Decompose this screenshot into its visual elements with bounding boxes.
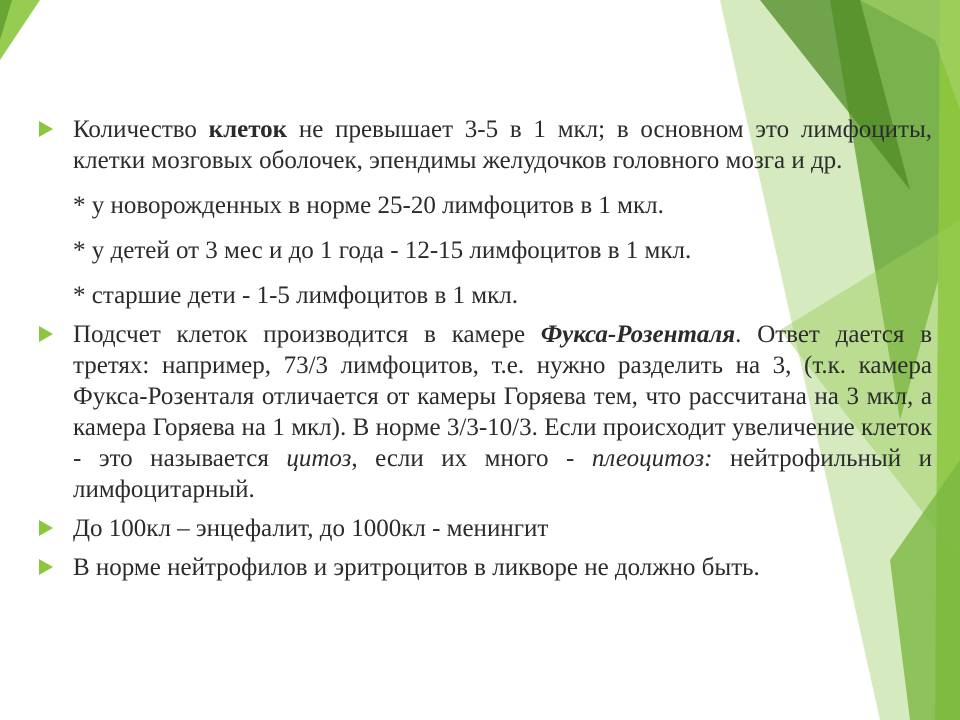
slide-content [36, 114, 932, 583]
sub-infants: * у детей от 3 мес и до 1 года - 12-15 лимфоцитов в 1 мкл. [73, 237, 692, 264]
triangle-bullet-icon [39, 121, 53, 137]
sub-newborns: * у новорожденных в норме 25-20 лимфоцитов в 1 мкл. [73, 192, 664, 219]
bullet2-chamber-name: Фукса-Розенталя [540, 321, 736, 348]
sub-older-children: * старшие дети - 1-5 лимфоцитов в 1 мкл. [73, 282, 518, 309]
bullet-cell-counting [36, 319, 932, 505]
bullet4-text: В норме нейтрофилов и эритроцитов в ликворе не должно быть. [73, 554, 760, 581]
bullet2-text-mid2: , если их много - [351, 445, 592, 472]
bullet1-text-pre: Количество [73, 116, 209, 143]
bullet1-text-post: не превышает 3-5 в 1 мкл; в основном это лимфоциты, клетки мозговых оболочек, эпендимы желудочков головного мозга и др. [73, 116, 932, 174]
bullet2-term-pleocytosis: плеоцитоз: [591, 445, 713, 472]
bullet-cells-count [36, 114, 932, 176]
triangle-bullet-icon [39, 559, 53, 575]
bullet-encephalitis-meningitis [36, 513, 932, 544]
bullet1-text-bold: клеток [208, 116, 288, 143]
bullet-neutrophils-erythrocytes [36, 552, 932, 583]
bullet2-text-post: нейтрофильный и лимфоцитарный. [73, 445, 932, 503]
bullet2-text-pre: Подсчет клеток производится в камере [73, 321, 541, 348]
bullet3-text: До 100кл – энцефалит, до 1000кл - менингит [73, 515, 549, 542]
bullet2-term-cytosis: цитоз [286, 445, 352, 472]
triangle-bullet-icon [39, 520, 53, 536]
triangle-bullet-icon [39, 326, 53, 342]
bullet2-text-mid: . Ответ дается в третях: например, 73/3 лимфоцитов, т.е. нужно разделить на 3, (т.к. камера Фукса-Розенталя отличается от камеры Горяева тем, что рассчитана на 3 мкл, а камера Горяева на 1 мкл). В норме 3/3-10/3. Если происходит увеличение клеток - это называется [73, 321, 932, 472]
